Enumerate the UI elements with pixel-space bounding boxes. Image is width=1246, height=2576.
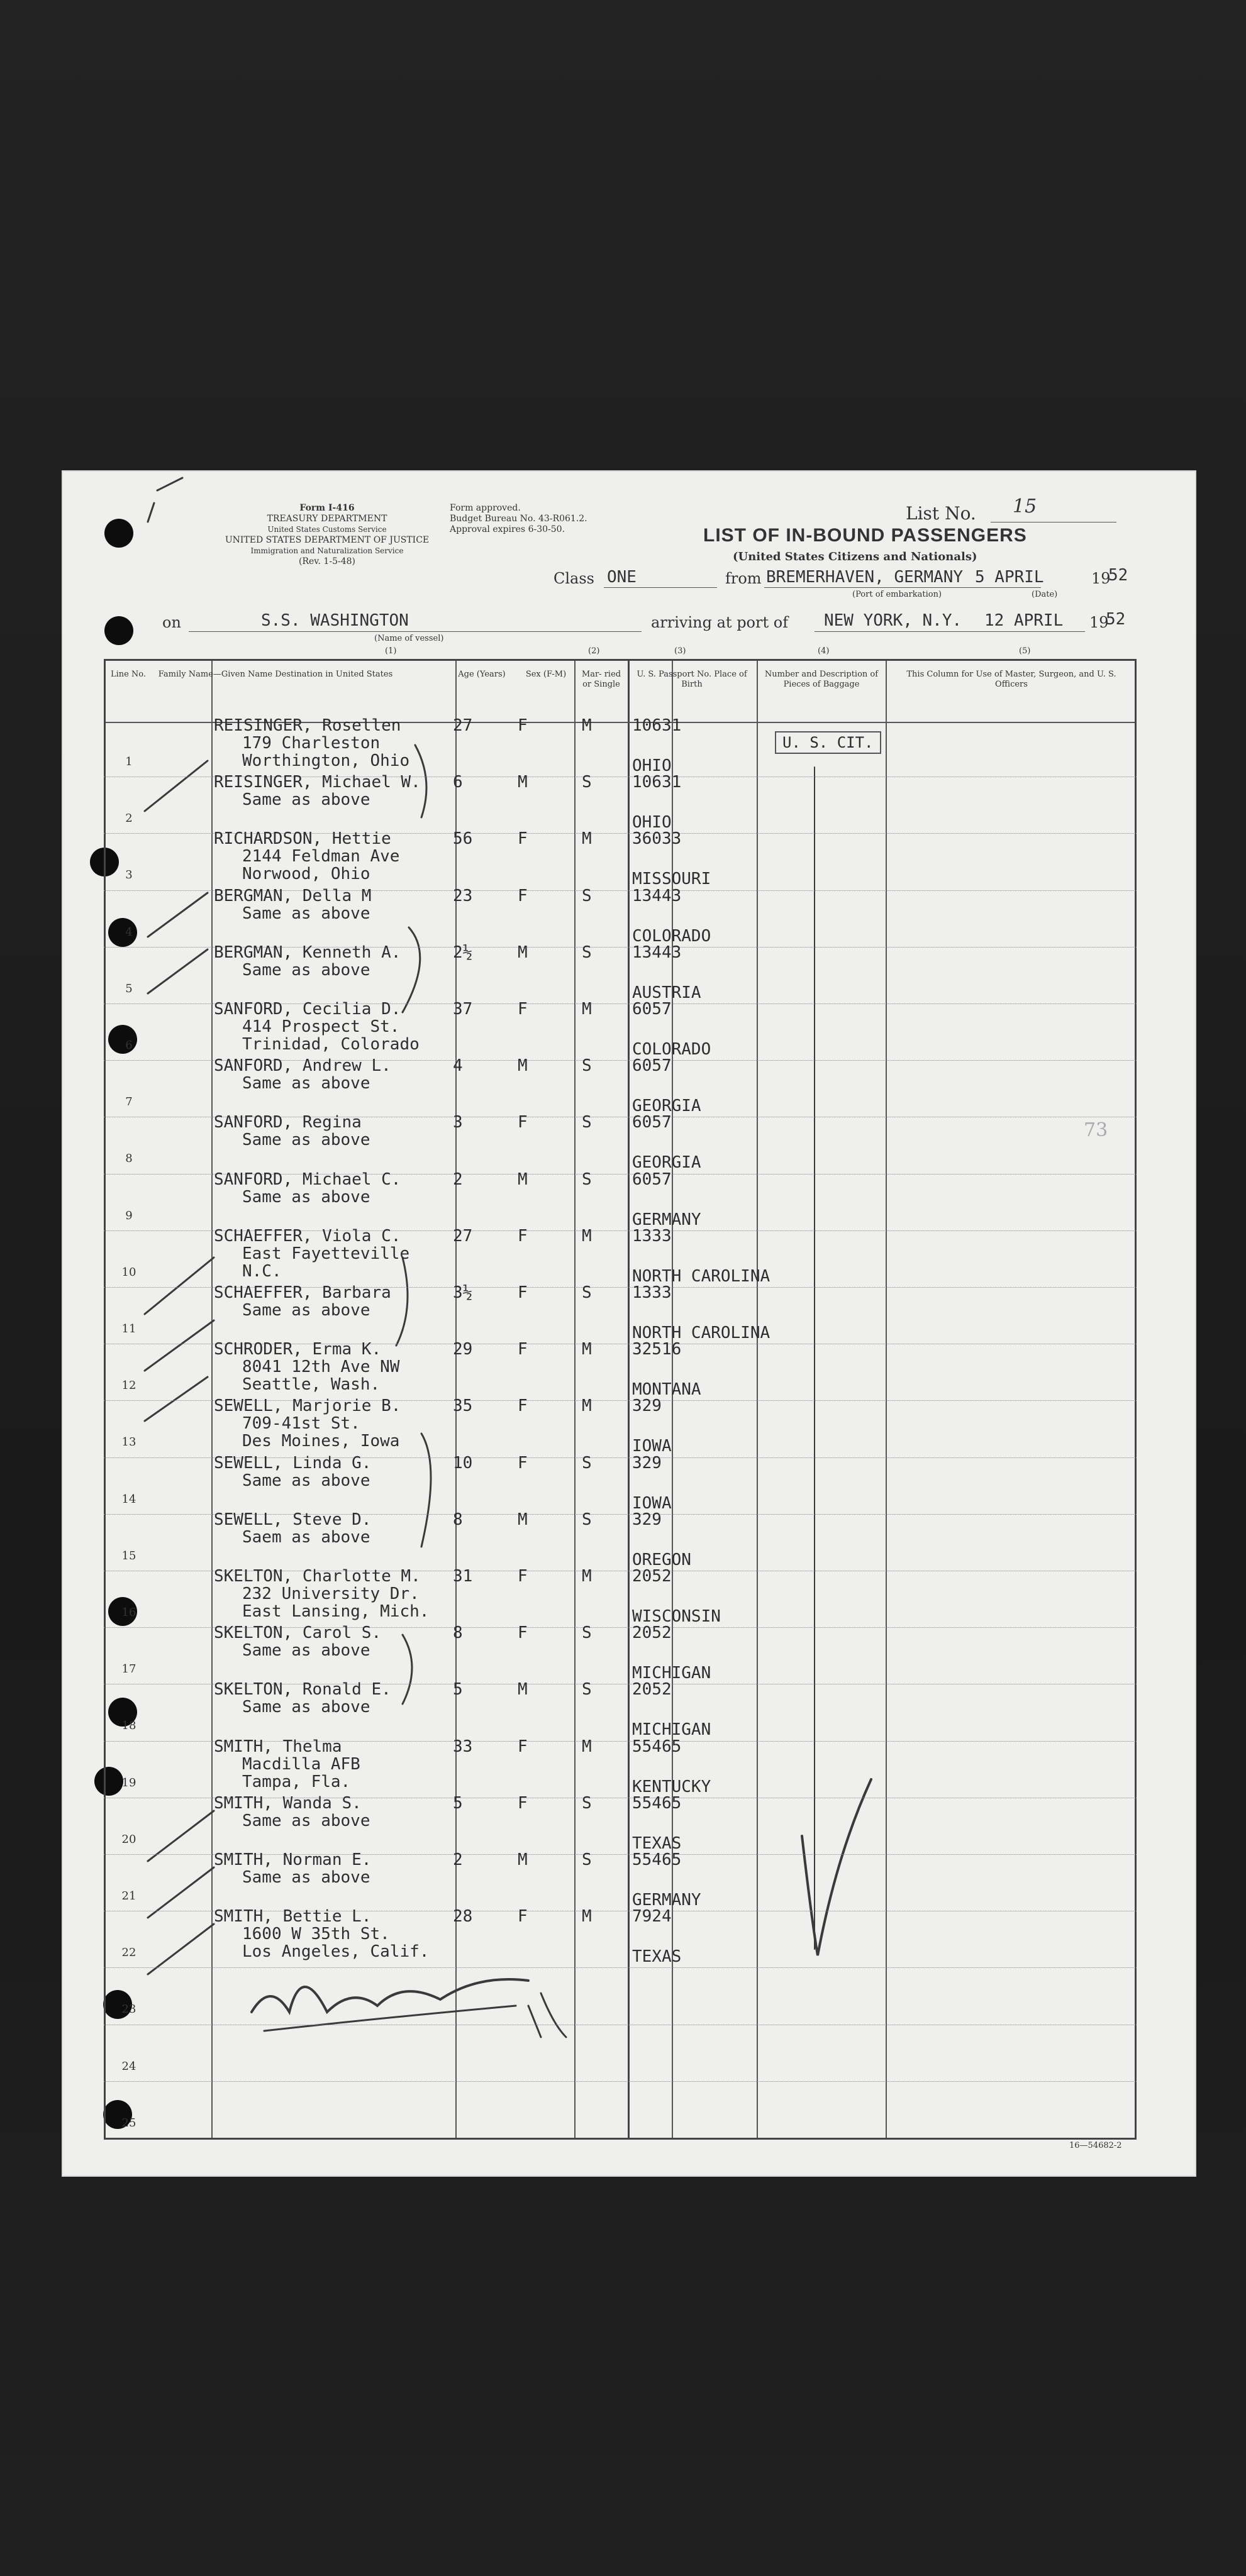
cell-birth: NORTH CAROLINA	[632, 1266, 770, 1286]
cell-dest2: East Lansing, Mich.	[242, 1602, 430, 1621]
cell-age: 29	[453, 1340, 473, 1359]
cell-passport: 6057	[632, 1113, 672, 1132]
cell-passport: 6057	[632, 1056, 672, 1076]
col-header-age: Age (Years)	[458, 670, 506, 679]
cell-dest2: Los Angeles, Calif.	[242, 1942, 430, 1962]
approval-line: Form approved.	[450, 503, 521, 513]
cell-age: 3	[453, 1113, 463, 1132]
cell-sex: F	[518, 886, 528, 905]
cell-sex: F	[518, 1623, 528, 1643]
line-number: 8	[125, 1152, 133, 1166]
year2-suffix: 52	[1106, 610, 1126, 629]
revision: (Rev. 1-5-48)	[299, 556, 355, 567]
cell-birth: COLORADO	[632, 1040, 711, 1059]
punch-hole	[104, 519, 133, 548]
col-num-3: (3)	[674, 646, 686, 656]
col-header-sex: Sex (F-M)	[525, 670, 567, 679]
cell-dest1: 8041 12th Ave NW	[242, 1357, 400, 1377]
cell-dest1: Same as above	[242, 1471, 370, 1490]
cell-name: SANFORD, Michael C.	[214, 1169, 401, 1189]
line-number: 4	[125, 925, 133, 939]
class-value: ONE	[607, 568, 637, 587]
agency-block	[208, 503, 447, 567]
line-number: 3	[125, 868, 133, 882]
cell-passport: 10631	[632, 773, 682, 792]
cell-birth: NORTH CAROLINA	[632, 1324, 770, 1342]
cell-dest2: Trinidad, Colorado	[242, 1035, 420, 1054]
line-number: 10	[121, 1265, 136, 1279]
cell-dest2: Tampa, Fla.	[242, 1772, 351, 1791]
cell-dest1: Same as above	[242, 1698, 370, 1717]
cell-passport: 6057	[632, 1169, 672, 1189]
cell-ms: S	[582, 1510, 592, 1529]
class-label: Class	[553, 570, 594, 587]
cell-birth: KENTUCKY	[632, 1777, 711, 1796]
cell-passport: 7924	[632, 1907, 672, 1926]
cell-ms: S	[582, 1680, 592, 1700]
line-number: 20	[121, 1832, 136, 1846]
cell-ms: S	[582, 1850, 592, 1869]
cell-age: 6	[453, 773, 463, 792]
col-header-name: Family Name—Given Name Destination in United States	[158, 670, 393, 679]
arrival-port: NEW YORK, N.Y.	[824, 611, 962, 630]
cell-name: REISINGER, Rosellen	[214, 716, 401, 735]
line-number: 25	[121, 2116, 136, 2130]
line-number: 14	[121, 1492, 136, 1506]
cell-sex: F	[518, 1113, 528, 1132]
cell-name: SANFORD, Cecilia D.	[214, 1000, 401, 1019]
cell-dest1: 2144 Feldman Ave	[242, 847, 400, 866]
approval-block	[450, 503, 638, 535]
embark-caption: (Port of embarkation)	[852, 590, 942, 599]
col-header-married: Mar- ried or Single	[581, 670, 621, 689]
cell-age: 5	[453, 1793, 463, 1813]
cell-birth: MICHIGAN	[632, 1664, 711, 1683]
cell-age: 2	[453, 1169, 463, 1189]
class-underline	[604, 587, 717, 588]
from-underline	[764, 587, 1041, 588]
from-label: from	[725, 570, 762, 587]
cell-birth: TEXAS	[632, 1833, 682, 1853]
cell-sex: F	[518, 1000, 528, 1019]
cell-passport: 55465	[632, 1793, 682, 1813]
vessel-underline	[189, 631, 642, 632]
cell-ms: S	[582, 943, 592, 962]
cell-birth: OHIO	[632, 813, 672, 832]
year-prefix: 19	[1091, 570, 1111, 587]
cell-dest1: Same as above	[242, 1301, 370, 1320]
cell-dest1: Same as above	[242, 790, 370, 810]
cell-passport: 329	[632, 1510, 662, 1529]
line-number: 21	[121, 1889, 136, 1903]
cell-name: SEWELL, Marjorie B.	[214, 1396, 401, 1416]
cell-birth: AUSTRIA	[632, 983, 701, 1002]
cell-dest1: Same as above	[242, 1130, 370, 1150]
cell-ms: M	[582, 1226, 592, 1246]
cell-ms: S	[582, 1623, 592, 1643]
line-number: 19	[121, 1776, 136, 1789]
embarkation-port: BREMERHAVEN, GERMANY	[766, 568, 964, 587]
cell-sex: F	[518, 716, 528, 735]
cell-name: SCHAEFFER, Viola C.	[214, 1226, 401, 1246]
cell-ms: M	[582, 1000, 592, 1019]
cell-age: 31	[453, 1567, 473, 1586]
on-label: on	[162, 614, 181, 631]
cell-name: BERGMAN, Della M	[214, 886, 372, 905]
line-number: 23	[121, 2003, 136, 2016]
cell-ms: S	[582, 1283, 592, 1302]
cell-age: 37	[453, 1000, 473, 1019]
cell-ms: S	[582, 1793, 592, 1813]
cell-sex: F	[518, 1226, 528, 1246]
cell-dest2: Seattle, Wash.	[242, 1375, 381, 1395]
cell-passport: 2052	[632, 1567, 672, 1586]
cell-age: 2	[453, 1850, 463, 1869]
line-number: 6	[125, 1038, 133, 1052]
line-number: 7	[125, 1095, 133, 1109]
cell-age: 10	[453, 1453, 473, 1473]
cell-sex: F	[518, 1567, 528, 1586]
cell-birth: IOWA	[632, 1493, 672, 1513]
line-number: 24	[121, 2059, 136, 2073]
cell-age: 35	[453, 1396, 473, 1416]
cell-name: SMITH, Bettie L.	[214, 1907, 372, 1926]
cell-name: REISINGER, Michael W.	[214, 773, 421, 792]
cell-dest1: Same as above	[242, 960, 370, 980]
cell-sex: M	[518, 1056, 528, 1076]
cell-name: SEWELL, Linda G.	[214, 1453, 372, 1473]
cell-name: RICHARDSON, Hettie	[214, 829, 391, 849]
line-number: 18	[121, 1719, 136, 1733]
approval-line: Approval expires 6-30-50.	[450, 524, 565, 534]
cell-age: 8	[453, 1510, 463, 1529]
cell-age: 23	[453, 886, 473, 905]
cell-age: 27	[453, 1226, 473, 1246]
cell-name: SEWELL, Steve D.	[214, 1510, 372, 1529]
cell-passport: 329	[632, 1396, 662, 1416]
cell-passport: 55465	[632, 1850, 682, 1869]
embarkation-date: 5 APRIL	[975, 568, 1044, 587]
page-subtitle: (United States Citizens and Nationals)	[733, 550, 977, 563]
cell-passport: 55465	[632, 1737, 682, 1756]
cell-birth: OHIO	[632, 756, 672, 775]
cell-ms: S	[582, 1453, 592, 1473]
cell-sex: M	[518, 1169, 528, 1189]
cell-age: 5	[453, 1680, 463, 1700]
cell-sex: M	[518, 1850, 528, 1869]
arrival-underline	[815, 631, 1085, 632]
cell-dest1: Same as above	[242, 904, 370, 923]
cell-passport: 6057	[632, 1000, 672, 1019]
customs-service: United States Customs Service	[267, 525, 387, 534]
line-number: 1	[125, 755, 133, 768]
cell-sex: F	[518, 1396, 528, 1416]
cell-passport: 1333	[632, 1283, 672, 1302]
cell-dest1: East Fayetteville	[242, 1244, 410, 1263]
col-header-baggage: Number and Description of Pieces of Baggage	[764, 670, 879, 689]
cell-birth: MICHIGAN	[632, 1720, 711, 1740]
cell-passport: 1333	[632, 1226, 672, 1246]
cell-age: 33	[453, 1737, 473, 1756]
line-number: 11	[121, 1322, 136, 1335]
col-header-officers: This Column for Use of Master, Surgeon, and U. S. Officers	[906, 670, 1116, 689]
line-number: 13	[121, 1435, 136, 1449]
cell-age: 28	[453, 1907, 473, 1926]
cell-ms: M	[582, 1567, 592, 1586]
vessel-name: S.S. WASHINGTON	[261, 611, 409, 630]
cell-dest1: Same as above	[242, 1641, 370, 1661]
cell-dest1: 414 Prospect St.	[242, 1017, 400, 1036]
cell-dest1: 232 University Dr.	[242, 1584, 420, 1603]
cell-sex: M	[518, 943, 528, 962]
cell-passport: 2052	[632, 1680, 672, 1700]
line-number: 16	[121, 1605, 136, 1619]
cell-dest2: N.C.	[242, 1261, 282, 1281]
col-header-passport: U. S. Passport No. Place of Birth	[637, 670, 747, 689]
line-number: 15	[121, 1549, 136, 1562]
cell-sex: F	[518, 1283, 528, 1302]
line-number: 22	[121, 1946, 136, 1960]
cell-birth: GERMANY	[632, 1891, 701, 1910]
cell-ms: S	[582, 1113, 592, 1132]
cell-age: 27	[453, 716, 473, 735]
cell-name: SANFORD, Andrew L.	[214, 1056, 391, 1076]
line-number: 17	[121, 1662, 136, 1676]
cell-birth: GEORGIA	[632, 1153, 701, 1173]
line-number: 12	[121, 1379, 136, 1393]
cell-dest1: Saem as above	[242, 1527, 370, 1547]
cell-name: SCHAEFFER, Barbara	[214, 1283, 391, 1302]
cell-dest1: Same as above	[242, 1187, 370, 1207]
cell-ms: M	[582, 1340, 592, 1359]
cell-birth: IOWA	[632, 1437, 672, 1456]
cell-dest1: 1600 W 35th St.	[242, 1925, 390, 1944]
line-number: 2	[125, 812, 133, 826]
cell-age: 2½	[453, 943, 473, 962]
cell-birth: GEORGIA	[632, 1097, 701, 1116]
page-title: LIST OF IN-BOUND PASSENGERS	[703, 525, 1027, 546]
cell-passport: 10631	[632, 716, 682, 735]
cell-birth: WISCONSIN	[632, 1607, 721, 1626]
cell-dest1: Same as above	[242, 1811, 370, 1830]
cell-birth: MONTANA	[632, 1380, 701, 1400]
cell-name: SCHRODER, Erma K.	[214, 1340, 382, 1359]
cell-dest1: Same as above	[242, 1868, 370, 1887]
cell-sex: F	[518, 1793, 528, 1813]
cell-name: SKELTON, Charlotte M.	[214, 1567, 421, 1586]
cell-age: 8	[453, 1623, 463, 1643]
cell-dest1: 179 Charleston	[242, 734, 381, 753]
col-num-1: (1)	[385, 646, 397, 656]
cell-ms: M	[582, 1907, 592, 1926]
footer-code: 16—54682-2	[1069, 2141, 1122, 2150]
cell-birth: OREGON	[632, 1550, 691, 1569]
cell-ms: S	[582, 1056, 592, 1076]
arrival-date: 12 APRIL	[984, 611, 1064, 630]
year2-prefix: 19	[1089, 614, 1109, 631]
cell-birth: MISSOURI	[632, 870, 711, 889]
cell-sex: M	[518, 773, 528, 792]
cell-sex: F	[518, 1907, 528, 1926]
cell-passport: 13443	[632, 886, 682, 905]
ins-service: Immigration and Naturalization Service	[250, 546, 404, 555]
cell-name: SMITH, Norman E.	[214, 1850, 372, 1869]
arriving-label: arriving at port of	[651, 614, 789, 631]
cell-sex: M	[518, 1510, 528, 1529]
cell-ms: S	[582, 773, 592, 792]
cell-ms: M	[582, 1396, 592, 1416]
justice-dept: UNITED STATES DEPARTMENT OF JUSTICE	[225, 535, 430, 545]
cell-birth: TEXAS	[632, 1947, 682, 1967]
cell-passport: 329	[632, 1453, 662, 1473]
cell-ms: M	[582, 829, 592, 849]
cell-name: SKELTON, Ronald E.	[214, 1680, 391, 1700]
cell-dest2: Worthington, Ohio	[242, 751, 410, 770]
cell-ms: M	[582, 716, 592, 735]
treasury-dept: TREASURY DEPARTMENT	[267, 514, 387, 524]
line-number: 5	[125, 981, 133, 995]
line-number: 9	[125, 1208, 133, 1222]
col-num-4: (4)	[818, 646, 830, 656]
row-separator	[104, 2081, 1137, 2082]
cell-dest1: 709-41st St.	[242, 1414, 360, 1434]
cell-age: 3½	[453, 1283, 473, 1302]
cell-sex: F	[518, 1737, 528, 1756]
cell-ms: S	[582, 1169, 592, 1189]
cell-passport: 13443	[632, 943, 682, 962]
cell-passport: 36033	[632, 829, 682, 849]
date-caption: (Date)	[1032, 590, 1058, 599]
cell-sex: F	[518, 1340, 528, 1359]
cell-sex: M	[518, 1680, 528, 1700]
row-separator	[104, 1967, 1137, 1968]
cell-dest1: Macdilla AFB	[242, 1754, 360, 1774]
cell-dest2: Norwood, Ohio	[242, 865, 370, 884]
year-suffix: 52	[1108, 566, 1128, 585]
cell-passport: 2052	[632, 1623, 672, 1643]
approval-line: Budget Bureau No. 43-R061.2.	[450, 514, 587, 524]
cell-name: SMITH, Wanda S.	[214, 1793, 362, 1813]
cell-age: 56	[453, 829, 473, 849]
cell-name: SMITH, Thelma	[214, 1737, 342, 1756]
col-num-2: (2)	[588, 646, 600, 656]
list-no-value: 15	[1013, 495, 1037, 517]
vessel-caption: (Name of vessel)	[374, 634, 444, 643]
cell-birth: COLORADO	[632, 926, 711, 946]
cell-name: BERGMAN, Kenneth A.	[214, 943, 401, 962]
cell-ms: S	[582, 886, 592, 905]
list-no-label: List No.	[906, 503, 976, 524]
cell-sex: F	[518, 1453, 528, 1473]
cell-dest2: Des Moines, Iowa	[242, 1432, 400, 1451]
col-header-line: Line No.	[110, 670, 147, 679]
col-num-5: (5)	[1019, 646, 1031, 656]
cell-name: SANFORD, Regina	[214, 1113, 362, 1132]
cell-birth: GERMANY	[632, 1210, 701, 1229]
cell-age: 4	[453, 1056, 463, 1076]
cell-ms: M	[582, 1737, 592, 1756]
cell-dest1: Same as above	[242, 1074, 370, 1093]
side-number: 73	[1084, 1119, 1108, 1141]
form-number: Form I-416	[299, 503, 355, 513]
cell-passport: 32516	[632, 1340, 682, 1359]
citizen-stamp: U. S. CIT.	[775, 731, 881, 754]
cell-sex: F	[518, 829, 528, 849]
punch-hole	[104, 616, 133, 645]
cell-name: SKELTON, Carol S.	[214, 1623, 382, 1643]
